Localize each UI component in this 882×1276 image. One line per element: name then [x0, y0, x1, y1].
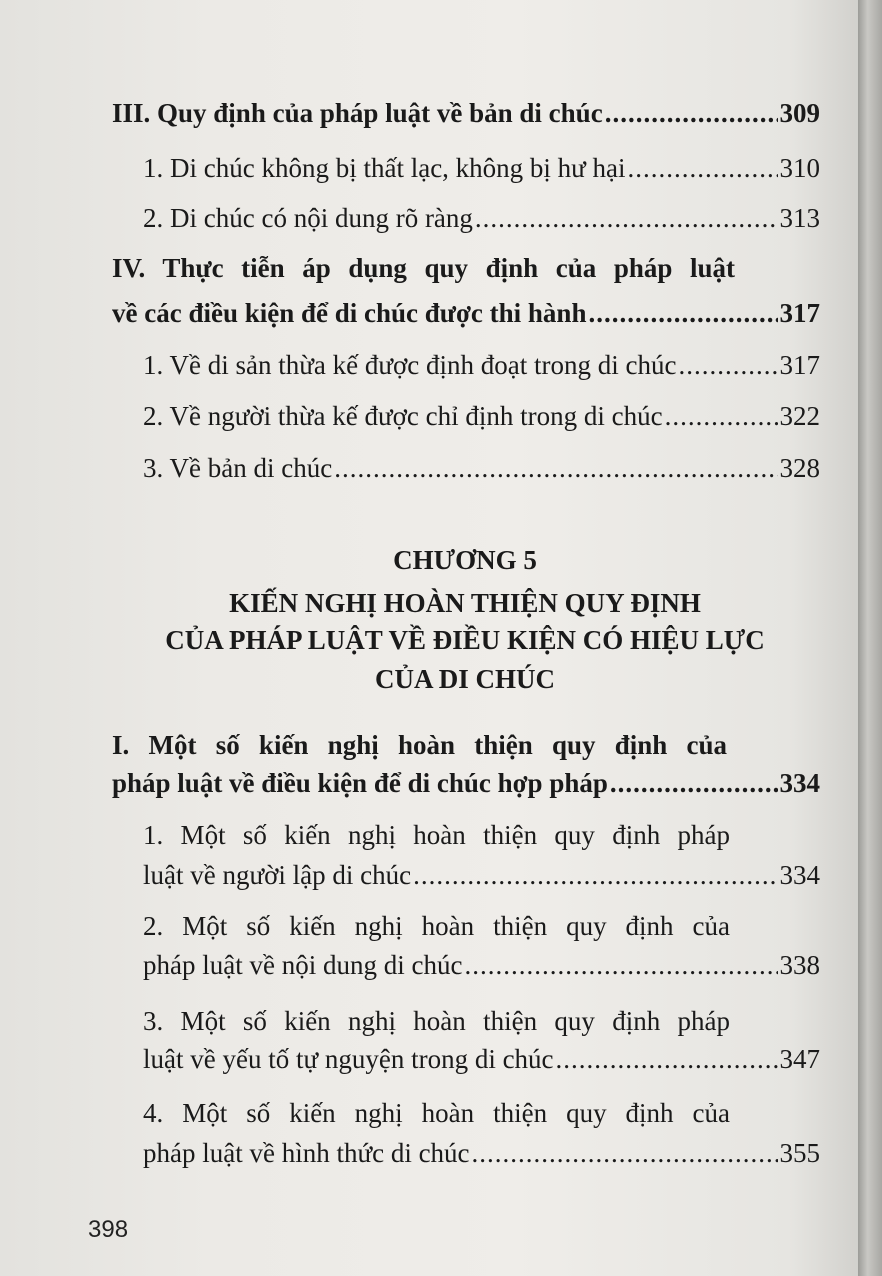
- toc-entry-label: 3. Về bản di chúc: [143, 453, 333, 483]
- chapter-title-line1: KIẾN NGHỊ HOÀN THIỆN QUY ĐỊNH: [229, 588, 701, 618]
- toc-entry-label: 1. Di chúc không bị thất lạc, không bị hư hại: [143, 153, 626, 183]
- toc-entry-page: 334: [779, 860, 820, 890]
- toc-entry-page: 328: [779, 453, 820, 483]
- toc-entry-label: luật về yếu tố tự nguyện trong di chúc: [143, 1044, 554, 1074]
- toc-entry-c1-4: [143, 1140, 820, 1167]
- toc-entry-c1-1: [143, 862, 820, 889]
- toc-leader-dots: [588, 300, 777, 327]
- toc-entry-label: về các điều kiện để di chúc được thi hành: [112, 298, 587, 328]
- toc-entry-page: 313: [779, 203, 820, 233]
- toc-entry-c1-2: [143, 952, 820, 979]
- toc-entry-section-3: [112, 100, 820, 127]
- toc-leader-dots: [610, 770, 778, 797]
- toc-entry-page: 334: [779, 768, 820, 798]
- toc-entry-label: 2. Về người thừa kế được chỉ định trong di chúc: [143, 401, 663, 431]
- toc-entry-page: 338: [779, 950, 820, 980]
- toc-leader-dots: [472, 1140, 778, 1167]
- toc-entry-section-3-2: [143, 205, 820, 232]
- toc-entry-c1-4-line1: 4. Một số kiến nghị hoàn thiện quy định của: [143, 1098, 730, 1128]
- toc-entry-label: III. Quy định của pháp luật về bản di chúc: [112, 98, 603, 128]
- toc-entry-page: 317: [779, 298, 820, 328]
- toc-entry-c1-3: [143, 1046, 820, 1073]
- toc-leader-dots: [605, 100, 778, 127]
- chapter-title-line3: CỦA DI CHÚC: [374, 664, 555, 694]
- toc-entry-label: pháp luật về hình thức di chúc: [143, 1138, 470, 1168]
- toc-entry-label: 2. Di chúc có nội dung rõ ràng: [143, 203, 473, 233]
- toc-entry-c1-2-line1: 2. Một số kiến nghị hoàn thiện quy định của: [143, 911, 730, 941]
- toc-entry-c1-line1: I. Một số kiến nghị hoàn thiện quy định của: [112, 730, 727, 760]
- toc-leader-dots: [678, 352, 777, 379]
- toc-entry-label: pháp luật về điều kiện để di chúc hợp pháp: [112, 768, 608, 798]
- toc-leader-dots: [413, 862, 777, 889]
- chapter-number: CHƯƠNG 5: [393, 545, 537, 575]
- toc-entry-section-4-2: [143, 403, 820, 430]
- toc-entry-section-4: [112, 300, 820, 327]
- toc-entry-label: 1. Về di sản thừa kế được định đoạt trong di chúc: [143, 350, 677, 380]
- toc-entry-page: 347: [779, 1044, 820, 1074]
- toc-entry-section-4-3: [143, 455, 820, 482]
- page-number: 398: [88, 1216, 129, 1243]
- toc-leader-dots: [556, 1046, 778, 1073]
- toc-leader-dots: [464, 952, 777, 979]
- toc-entry-label: luật về người lập di chúc: [143, 860, 412, 890]
- toc-leader-dots: [475, 205, 778, 232]
- toc-leader-dots: [334, 455, 777, 482]
- chapter-title-line2: CỦA PHÁP LUẬT VỀ ĐIỀU KIỆN CÓ HIỆU LỰC: [165, 625, 765, 655]
- toc-entry-page: 310: [779, 153, 820, 183]
- toc-entry-section-4-line1: IV. Thực tiễn áp dụng quy định của pháp luật: [112, 253, 735, 283]
- toc-entry-c1-3-line1: 3. Một số kiến nghị hoàn thiện quy định pháp: [143, 1006, 730, 1036]
- toc-entry-page: 309: [779, 98, 820, 128]
- toc-entry-page: 317: [779, 350, 820, 380]
- toc-entry-section-3-1: [143, 155, 820, 182]
- toc-entry-page: 355: [779, 1138, 820, 1168]
- page-edge: [858, 0, 882, 1276]
- toc-entry-c1: [112, 770, 820, 797]
- toc-leader-dots: [628, 155, 778, 182]
- toc-entry-section-4-1: [143, 352, 820, 379]
- toc-entry-page: 322: [779, 401, 820, 431]
- toc-entry-label: pháp luật về nội dung di chúc: [143, 950, 463, 980]
- toc-entry-c1-1-line1: 1. Một số kiến nghị hoàn thiện quy định pháp: [143, 820, 730, 850]
- toc-leader-dots: [665, 403, 778, 430]
